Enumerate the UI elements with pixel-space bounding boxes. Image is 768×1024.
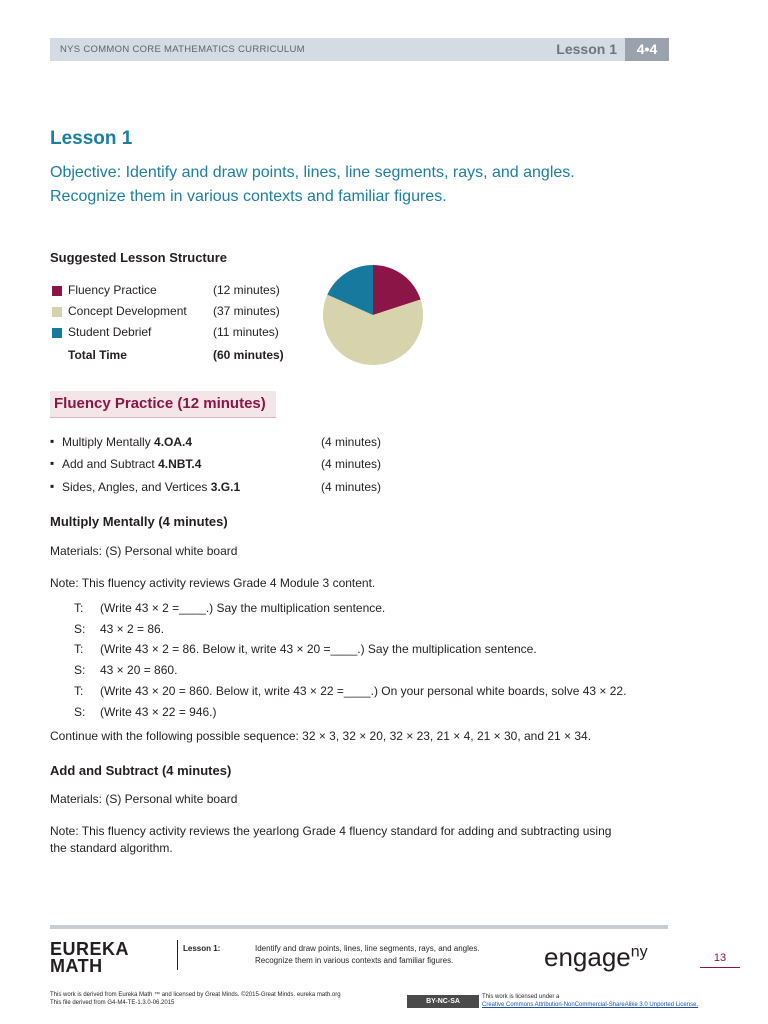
footer-lesson: Lesson 1: xyxy=(183,944,221,953)
objective-line-2: Recognize them in various contexts and familiar figures. xyxy=(50,188,447,205)
fluency-item-text: Add and Subtract xyxy=(62,457,159,471)
eureka-math-logo xyxy=(50,941,129,975)
add-subtract-note-line-1: Note: This fluency activity reviews the yearlong Grade 4 fluency standard for adding and subtracting using xyxy=(50,824,612,838)
fluency-practice-title: Fluency Practice (12 minutes) xyxy=(54,395,266,412)
total-minutes: (60 minutes) xyxy=(213,348,284,362)
fine-print-line-1: This work is derived from Eureka Math ™ and licensed by Great Minds. ©2015-Great Minds. eureka math.org xyxy=(50,992,341,998)
fluency-item-text: Sides, Angles, and Vertices xyxy=(62,480,211,494)
total-label: Total Time xyxy=(68,348,127,362)
fluency-item-standard: 3.G.1 xyxy=(210,480,241,494)
speaker: S: xyxy=(74,663,86,677)
logo-line-2: MATH xyxy=(50,956,103,976)
footer-objective-line-2: Recognize them in various contexts and familiar figures. xyxy=(255,956,454,965)
speaker: S: xyxy=(74,705,86,719)
add-subtract-heading: Add and Subtract (4 minutes) xyxy=(50,763,232,778)
bullet-icon: ▪ xyxy=(50,479,55,493)
dialogue-text: 43 × 2 = 86. xyxy=(100,622,165,636)
fluency-item-text: Multiply Mentally xyxy=(62,435,155,449)
lesson-structure-pie-chart xyxy=(320,262,426,368)
module-tag: 4•4 xyxy=(625,38,669,61)
lesson-title: Lesson 1 xyxy=(50,128,133,149)
multiply-materials: Materials: (S) Personal white board xyxy=(50,544,238,558)
fine-print-line-2: This file derived from G4-M4-TE-1.3.0-06.2015 xyxy=(50,1000,175,1006)
engageny-logo xyxy=(544,942,648,973)
license-notice xyxy=(482,993,698,1009)
dialogue-text: 43 × 20 = 860. xyxy=(100,663,178,677)
footer-objective-line-1: Identify and draw points, lines, line segments, rays, and angles. xyxy=(255,944,480,953)
footer-fine-print xyxy=(50,991,341,1007)
legend-label: Concept Development xyxy=(68,304,187,318)
fluency-item-minutes: (4 minutes) xyxy=(321,435,382,449)
footer-rule xyxy=(50,925,668,929)
creative-commons-badge: BY-NC-SA xyxy=(407,995,479,1008)
add-subtract-materials: Materials: (S) Personal white board xyxy=(50,792,238,806)
legend-label: Student Debrief xyxy=(68,325,152,339)
header-lesson: Lesson 1 xyxy=(556,41,617,57)
speaker: T: xyxy=(74,684,84,698)
license-link[interactable]: Creative Commons Attribution-NonCommercial-ShareAlike 3.0 Unported License. xyxy=(482,1002,699,1008)
legend-swatch-fluency xyxy=(52,286,62,296)
bullet-icon: ▪ xyxy=(50,456,55,470)
add-subtract-note-line-2: the standard algorithm. xyxy=(50,841,173,855)
multiply-mentally-heading: Multiply Mentally (4 minutes) xyxy=(50,514,228,529)
page-number: 13 xyxy=(700,952,740,968)
speaker: T: xyxy=(74,601,84,615)
lesson-structure-title: Suggested Lesson Structure xyxy=(50,250,227,265)
dialogue-text: (Write 43 × 2 = 86. Below it, write 43 × 20 =____.) Say the multiplication sentence. xyxy=(100,642,537,656)
footer-divider xyxy=(177,940,178,970)
legend-swatch-debrief xyxy=(52,328,62,338)
legend-minutes: (12 minutes) xyxy=(213,283,280,297)
fluency-item-standard: 4.NBT.4 xyxy=(158,457,202,471)
bullet-icon: ▪ xyxy=(50,434,55,448)
ny-text: ny xyxy=(630,943,648,961)
dialogue-text: (Write 43 × 2 =____.) Say the multiplication sentence. xyxy=(100,601,386,615)
fluency-item-standard: 4.OA.4 xyxy=(154,435,193,449)
logo-line-1: EUREKA xyxy=(50,939,130,959)
engage-text: engage xyxy=(544,942,631,972)
multiply-note: Note: This fluency activity reviews Grade 4 Module 3 content. xyxy=(50,576,376,590)
footer-objective xyxy=(255,943,555,967)
objective-line-1: Objective: Identify and draw points, lines, line segments, rays, and angles. xyxy=(50,164,575,181)
dialogue-text: (Write 43 × 20 = 860. Below it, write 43 × 22 =____.) On your personal white boards, solve 43 × 22. xyxy=(100,684,627,698)
dialogue-text: (Write 43 × 22 = 946.) xyxy=(100,705,217,719)
legend-label: Fluency Practice xyxy=(68,283,157,297)
fluency-practice-banner xyxy=(50,391,276,418)
speaker: T: xyxy=(74,642,84,656)
objective xyxy=(50,161,710,209)
fluency-item-minutes: (4 minutes) xyxy=(321,480,382,494)
fluency-item-minutes: (4 minutes) xyxy=(321,457,382,471)
curriculum-title: NYS COMMON CORE MATHEMATICS CURRICULUM xyxy=(60,44,305,55)
legend-swatch-concept xyxy=(52,307,62,317)
legend-minutes: (37 minutes) xyxy=(213,304,280,318)
page-header xyxy=(50,38,669,61)
speaker: S: xyxy=(74,622,86,636)
legend-minutes: (11 minutes) xyxy=(213,325,279,339)
continue-sequence: Continue with the following possible sequence: 32 × 3, 32 × 20, 32 × 23, 21 × 4, 21 × 30, and 21 × 34. xyxy=(50,729,592,743)
license-line: This work is licensed under a xyxy=(482,994,560,1000)
